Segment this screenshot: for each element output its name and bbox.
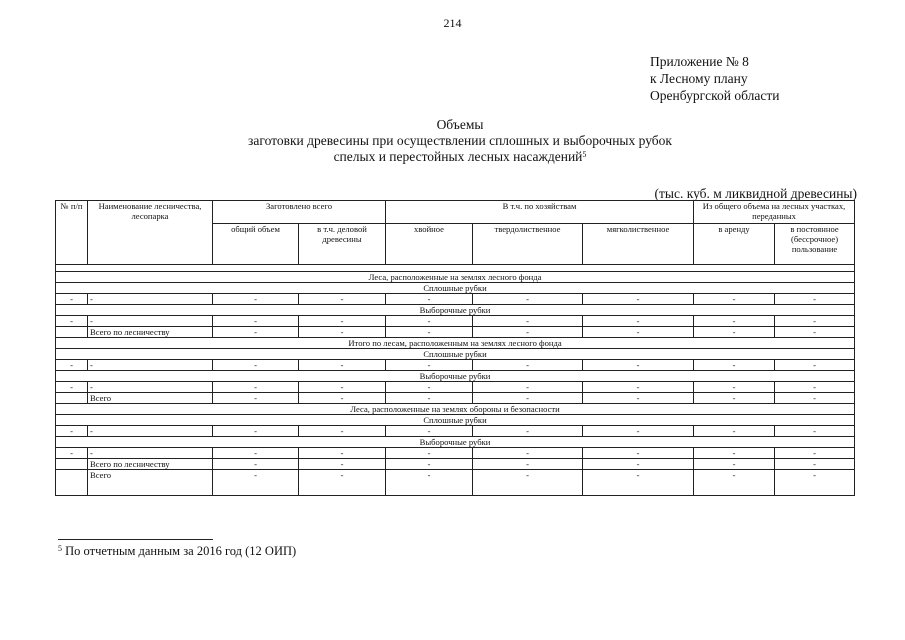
table-row — [56, 459, 855, 470]
row-value-cell: - — [213, 316, 299, 327]
row-value-cell: - — [386, 393, 473, 404]
row-value-cell: - — [299, 316, 386, 327]
title-line-3 — [180, 149, 740, 165]
table-row — [56, 393, 855, 404]
row-value-cell: - — [473, 360, 583, 371]
section-row — [56, 272, 855, 283]
units-label: (тыс. куб. м ликвидной древесины) — [654, 186, 857, 201]
row-name-cell: Всего по лесничеству — [88, 327, 213, 338]
title-line-2: заготовки древесины при осуществлении сплошных и выборочных рубок — [248, 133, 672, 148]
row-value-cell: - — [694, 382, 775, 393]
row-number-cell: - — [56, 426, 88, 437]
row-value-cell: - — [213, 459, 299, 470]
row-value-cell: - — [473, 393, 583, 404]
header-coniferous: хвойное — [386, 224, 473, 265]
header-permanent-use: в постоянное (бессрочное) пользование — [775, 224, 855, 265]
row-value-cell: - — [583, 426, 694, 437]
appendix-line-2: к Лесному плану — [650, 71, 748, 86]
row-value-cell: - — [473, 459, 583, 470]
row-number-cell: - — [56, 382, 88, 393]
header-total-volume: общий объем — [213, 224, 299, 265]
section-title: Леса, расположенные на землях лесного фонда — [56, 272, 855, 283]
row-value-cell: - — [473, 470, 583, 496]
table-row — [56, 426, 855, 437]
section-row — [56, 349, 855, 360]
table-row — [56, 382, 855, 393]
section-row — [56, 371, 855, 382]
row-value-cell: - — [775, 393, 855, 404]
row-value-cell: - — [386, 360, 473, 371]
section-row — [56, 437, 855, 448]
appendix-line-3: Оренбургской области — [650, 88, 780, 103]
row-value-cell: - — [299, 470, 386, 496]
table-body — [56, 272, 855, 496]
table-row — [56, 448, 855, 459]
row-value-cell: - — [299, 459, 386, 470]
row-value-cell: - — [694, 316, 775, 327]
appendix-line-1: Приложение № 8 — [650, 54, 749, 69]
section-title: Сплошные рубки — [56, 349, 855, 360]
section-row — [56, 404, 855, 415]
row-value-cell: - — [583, 470, 694, 496]
row-number-cell: - — [56, 294, 88, 305]
row-number-cell — [56, 459, 88, 470]
title-line-3-text: спелых и перестойных лесных насаждений — [333, 149, 583, 164]
row-value-cell: - — [299, 448, 386, 459]
row-name-cell: - — [88, 382, 213, 393]
row-value-cell: - — [213, 360, 299, 371]
row-value-cell: - — [775, 327, 855, 338]
row-value-cell: - — [386, 448, 473, 459]
document-title — [180, 117, 740, 165]
row-value-cell: - — [473, 316, 583, 327]
row-value-cell: - — [386, 382, 473, 393]
row-value-cell: - — [583, 459, 694, 470]
appendix-note — [650, 53, 779, 104]
section-row — [56, 338, 855, 349]
section-title: Леса, расположенные на землях обороны и безопасности — [56, 404, 855, 415]
header-hardwood: твердолиственное — [473, 224, 583, 265]
header-softwood: мягколиственное — [583, 224, 694, 265]
row-value-cell: - — [583, 316, 694, 327]
row-name-cell: - — [88, 360, 213, 371]
row-value-cell: - — [694, 459, 775, 470]
row-value-cell: - — [299, 294, 386, 305]
section-row — [56, 283, 855, 294]
harvest-volume-table — [55, 200, 855, 496]
header-num: № п/п — [56, 201, 88, 265]
row-name-cell: - — [88, 294, 213, 305]
row-value-cell: - — [213, 426, 299, 437]
row-value-cell: - — [694, 327, 775, 338]
row-value-cell: - — [299, 327, 386, 338]
row-value-cell: - — [386, 470, 473, 496]
table-row — [56, 470, 855, 496]
table-header-row-1 — [56, 201, 855, 224]
footnote-text: По отчетным данным за 2016 год (12 ОИП) — [65, 544, 297, 558]
row-value-cell: - — [213, 393, 299, 404]
row-value-cell: - — [583, 294, 694, 305]
row-value-cell: - — [213, 448, 299, 459]
header-lease: в аренду — [694, 224, 775, 265]
row-value-cell: - — [694, 360, 775, 371]
header-business-wood: в т.ч. деловой древесины — [299, 224, 386, 265]
row-value-cell: - — [213, 294, 299, 305]
row-value-cell: - — [775, 382, 855, 393]
footnote-mark: 5 — [58, 544, 62, 553]
row-number-cell — [56, 470, 88, 496]
row-value-cell: - — [213, 382, 299, 393]
table-row — [56, 316, 855, 327]
row-value-cell: - — [473, 448, 583, 459]
row-name-cell: - — [88, 448, 213, 459]
row-value-cell: - — [775, 470, 855, 496]
row-value-cell: - — [775, 459, 855, 470]
section-title: Выборочные рубки — [56, 437, 855, 448]
footnote-divider — [58, 539, 213, 540]
row-value-cell: - — [386, 294, 473, 305]
table-row — [56, 327, 855, 338]
table-row — [56, 294, 855, 305]
row-value-cell: - — [473, 426, 583, 437]
header-by-farm: В т.ч. по хозяйствам — [386, 201, 694, 224]
row-number-cell: - — [56, 316, 88, 327]
section-row — [56, 305, 855, 316]
row-value-cell: - — [694, 448, 775, 459]
row-name-cell: - — [88, 316, 213, 327]
row-value-cell: - — [583, 382, 694, 393]
row-value-cell: - — [583, 393, 694, 404]
title-line-1: Объемы — [436, 117, 484, 132]
row-value-cell: - — [775, 294, 855, 305]
row-name-cell: - — [88, 426, 213, 437]
row-value-cell: - — [583, 448, 694, 459]
row-value-cell: - — [775, 316, 855, 327]
header-harvested-total: Заготовлено всего — [213, 201, 386, 224]
row-number-cell: - — [56, 448, 88, 459]
row-number-cell: - — [56, 360, 88, 371]
section-title: Итого по лесам, расположенным на землях лесного фонда — [56, 338, 855, 349]
row-value-cell: - — [473, 327, 583, 338]
row-value-cell: - — [386, 426, 473, 437]
row-value-cell: - — [694, 393, 775, 404]
header-name: Наименование лесничества, лесопарка — [88, 201, 213, 265]
row-name-cell: Всего — [88, 470, 213, 496]
footnote — [58, 544, 296, 559]
row-value-cell: - — [583, 360, 694, 371]
row-value-cell: - — [473, 294, 583, 305]
row-value-cell: - — [583, 327, 694, 338]
section-title: Выборочные рубки — [56, 305, 855, 316]
row-name-cell: Всего — [88, 393, 213, 404]
row-value-cell: - — [775, 426, 855, 437]
row-value-cell: - — [299, 382, 386, 393]
title-footnote-mark: 5 — [582, 150, 587, 159]
row-value-cell: - — [694, 426, 775, 437]
row-value-cell: - — [386, 316, 473, 327]
row-value-cell: - — [213, 470, 299, 496]
row-value-cell: - — [775, 448, 855, 459]
row-value-cell: - — [299, 426, 386, 437]
row-name-cell: Всего по лесничеству — [88, 459, 213, 470]
section-title: Сплошные рубки — [56, 283, 855, 294]
header-of-total-leased: Из общего объема на лесных участках, переданных — [694, 201, 855, 224]
table-row — [56, 360, 855, 371]
section-title: Сплошные рубки — [56, 415, 855, 426]
row-value-cell: - — [299, 360, 386, 371]
row-number-cell — [56, 327, 88, 338]
row-value-cell: - — [213, 327, 299, 338]
row-value-cell: - — [299, 393, 386, 404]
row-value-cell: - — [386, 327, 473, 338]
section-row — [56, 415, 855, 426]
section-title: Выборочные рубки — [56, 371, 855, 382]
row-value-cell: - — [694, 294, 775, 305]
page-number: 214 — [443, 16, 462, 30]
row-value-cell: - — [775, 360, 855, 371]
row-value-cell: - — [473, 382, 583, 393]
header-spacer-row — [56, 265, 855, 272]
row-number-cell — [56, 393, 88, 404]
row-value-cell: - — [694, 470, 775, 496]
row-value-cell: - — [386, 459, 473, 470]
